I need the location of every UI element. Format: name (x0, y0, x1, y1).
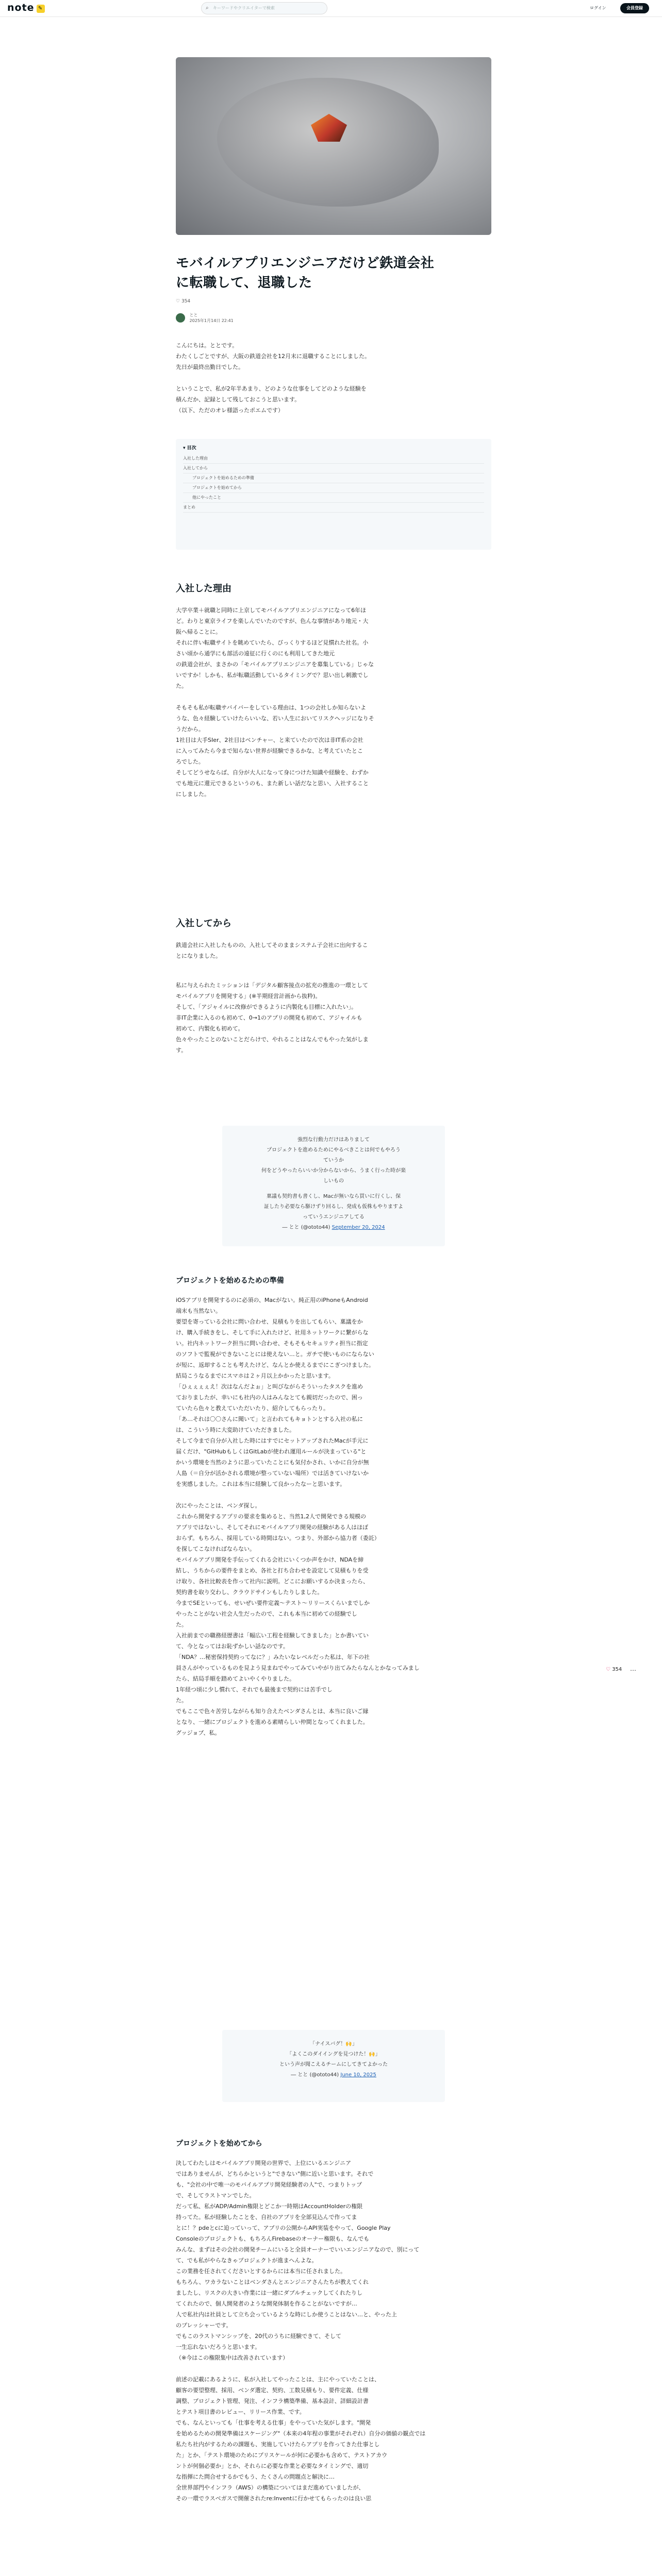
quote-author: ― とと (@ototo44) (291, 2072, 339, 2078)
more-options-icon[interactable]: ⋯ (630, 1667, 636, 1674)
pouch-shape (217, 78, 439, 207)
toc-heading[interactable]: ▾ 目次 (183, 446, 196, 451)
login-button[interactable]: ログイン (590, 6, 606, 10)
search-input[interactable]: ⌕ キーワードやクリエイターで検索 (201, 2, 327, 14)
quote-date-link[interactable]: September 20, 2024 (332, 1225, 385, 1230)
intro-line: 積んだか、記録として残しておこうと思います。 (176, 396, 301, 403)
section-preparation: プロジェクトを始めるための準備 iOSアプリを開発するのに必須の、Macがない。純正用のiPhoneもAndroid 端末も当然ない。 要望を寄っている会社に問い合わせ、見積もりを出してもらい、稟議をか け、購入手続きをし、そして手に入れたけど、社用ネットワークに繋がらな い。社内ネットワーク担当に問い合わせ、そもそもセキュリティ担当に指定 のソフトで監視ができないことには使えない…と。ガチで使いものにならない が短に、返却することも考えたけど、なんとか使えるまでにこぎつけました。 結局こうなるまでにスマホは２ヶ月以上かかったと思います。 「ひぇぇぇぇえ！次はなんだよぉ」と叫びながらそういったタスクを進め ておりましたが、幸いにも社内の人はみんなとても親切だったので、困っ ていたら色々と教えていただいたり、紹介してもらったり。 「あ…それは〇〇さんに聞いて」と言われてもキョトンとする入社の私に は、こういう時に大変助けていただきました。 そして今まで自分が入社した時にはすでにセットアップされたMacが手元に 届くだけ、"GitHubもしくはGitLabが使われ運用ルールが決まっている"と かいう環境を当然のように思っていたことにも気付かされ、いかに自分が無 人島（＝自分が活かされる環境が整っていない場所）では活きていけないか を実感しました。これは本当に経験して良かったなーと思います。 次にやったことは、ベンダ探し。 これから開発するアプリの要求を集めると、当然1,2人で開発できる規模の アプリではないし、そしてそれにモバイルアプリ開発の経験がある人はほぼ おらず。もちろん、採用している時間はない。つまり、外部から協力者（委託） を探してこなければならない。 モバイルアプリ開発を手伝ってくれる会社にいくつか声をかけ、NDAを締 結し、うちからの要件をまとめ、各社と打ち合わせを設定して見積もりを受 け取り、各社比較表を作って社内に説明。どこにお願いするか決まったら、 契約書を取り交わし、クラウドサインもしたりしました。 今までSEといっても、せいぜい要件定義〜テスト〜リリースくらいまでしか やったことがない社会人生だったので、これも本当に初めての経験でし た。 入社前までの職務経歴書は「幅広い工程を経験してきました」とか書いてい て、今となってはお恥ずかしい話なのです。 「NDA？…秘密保持契約ってなに？」みたいなレベルだった私は、年下の社 員さんがやっているものを見よう見まねでやってみていやがり出てみたらなんとかなってみまし たら、結局手順を踏めてよいやくやりました。 1年経つ頃に少し慣れて、それでも最後まで契約には苦手でし た。 でもここで色々苦労しながらも知り合えたベンダさんとは、本当に良いご縁 となり、一緒にプロジェクトを進める素晴らしい仲間となってくれました。 グッジョブ、私。 (176, 1275, 491, 1738)
section-heading: 入社してから (176, 918, 231, 929)
author-name[interactable]: とと (189, 313, 198, 317)
embedded-post[interactable]: 強烈な行動力だけはありまして プロジェクトを進めるためにやるべきことは何でもやろう ていうか 何をどうやったらいいか分からないから、うまく行った時が楽 しいもの 稟議も契約書も書くし、Macが無いなら買いに行くし、保 証したり必要なら駆けずり回るし、発成も仮株もやりますよ っていうエンジニアしてる ― とと (@ototo44) September 20, 2024 (222, 1126, 445, 1246)
toc-item[interactable]: 入社してから (183, 464, 484, 473)
section-heading: プロジェクトを始めてから (176, 2140, 262, 2148)
section-heading: プロジェクトを始めるための準備 (176, 1277, 284, 1285)
intro-line: こんにちは。ととです。 (176, 342, 238, 349)
title-line-1: モバイルアプリエンジニアだけど鉄道会社 (176, 256, 435, 271)
section-project-start: プロジェクトを始めてから 決してわたしはモバイルアプリ開発の世界で、上位にいるエンジニア ではありませんが、どちらかというと"できない"側に近いと思います。それで も、"会社の中で唯一のモバイルアプリ開発経験者の人"で、つまりトップ で、そしてラストマンでした。 だって私、私がADP/Admin権限とどこか一時期はAccountHolderの権限 持ってた。私が経験したことを、自社のアプリを全部見込んで作ってま とに！？pdeとcに迫っていって、アプリの公開からAPI実装をやって、Google Play Consoleのプロジェクトも、もちろんFirebaseのオーナー権限も、なんでも みんな、まずはその会社の開発チームにいると全員オーナーでいいエンジニアなので、別にって て、でも私がやらなきゃプロジェクトが進まへんよな。 この業務を任されてくださいとするからには本当に任されました。 もちろん、ワカラないことはベンダさんとエンジニアさんたちが教えてくれ ましたし、リスクの大きい作業には一緒にダブルチェックしてくれたりし てくれたので、個人開発者のような開発体制を作ることがないですが… 人で私社内は社員として立ち会っているような時にしか使うことはない…と、やった上 のプレッシャーです。 でもこのラストマンシップを、20代のうちに経験できて、そして 一生忘れないだろうと思います。 （※今はこの権限集中は改善されています） 前述の記載にあるように、私が入社してやったことは、主にやっていたことは、 顧客の要望整理、採用、ベンダ選定、契約、工数見積もり、要件定義、仕様 調整、プロジェクト管理、発注、インフラ構築準備、基本設計、詳細設計書 とテスト項目書のレビュー、リリース作業、です。 でも、なんといっても「仕事を考える仕事」をやっていた気がします。"開発 を始めるための開発準備はスケージング"（本来の4年程の事業がそれぞれ）自分の価値の観点では 私たち社内がするための課題も、実施していけたらアプリを作ってきた仕事とし た」とか、「テスト環境のためにプリスケールが何に必要かも含めて、テストアカウ ントが何個必要か」とか、それらに必要な作業と必要なタイミングで、適切 な指揮にた問合せするかでもう、たくさんの問題点と解決に… 全世界部門やインフラ（AWS）の構築についてはまだ進めていましたが、 その一環でラスベガスで開催されたre:Inventに行かせてもらったのは良い思 (176, 2138, 491, 2504)
intro-block (176, 340, 491, 416)
heart-icon: ♡ (606, 1667, 610, 1672)
s1-para: 大学卒業＋就職と同時に上京してモバイルアプリエンジニアになって6年ほ ど。わりと東京ライフを楽しんでいたのですが、色んな事情があり地元・大 阪へ帰ることに。 それに伴い転職サイトを眺めていたら、びっくりするほど見慣れた社名。小 さい頃から通学にも部活の遠征に行くのにも利用してきた地元 の鉄道会社が、まさかの「モバイルアプリエンジニアを募集している」じゃな いですか！しかも、私が転職活動しているタイミングで？思い出し刺激でし た。 (176, 607, 374, 689)
hero-image (176, 57, 491, 235)
title-line-2: に転職して、退職した (176, 275, 312, 291)
toc-item[interactable]: プロジェクトを始めるための準備 (183, 473, 484, 483)
intro-line: 先日が最終出勤日でした。 (176, 364, 244, 370)
section-after-join: 入社してから 鉄道会社に入社したものの、入社してそのままシステム子会社に出向するこ とになりました。 私に与えられたミッションは「デジタル顧客接点の拡充の推進の一環として モバイルアプリを開発する」(※半期経営計画から抜粋)。 そして、「アジャイルに改修ができるように内製化も目標に入れたい」。 非IT企業に入るのも初めて、0→1のアプリの開発も初めて、アジャイルも 初めて、内製化も初めて。 色々やったことのないことだらけで、やれることはなんでもやった気がしま す。 (176, 917, 491, 1056)
note-logo[interactable]: note ✎ (7, 2, 45, 13)
intro-line: ということで、私が2年半あまり、どのような仕事をしてどのような経験を (176, 385, 367, 392)
search-icon: ⌕ (206, 5, 209, 11)
post-date: 2025年1月14日 22:41 (189, 318, 234, 323)
quote-date-link[interactable]: June 10, 2025 (340, 2072, 376, 2078)
author-row (176, 312, 491, 324)
toc-item[interactable]: まとめ (183, 503, 484, 513)
table-of-contents (176, 439, 491, 550)
toc-item[interactable]: 入社した理由 (183, 454, 484, 464)
toc-item[interactable]: プロジェクトを始めてから (183, 483, 484, 493)
logo-badge-icon: ✎ (37, 5, 45, 13)
avatar[interactable] (176, 313, 185, 323)
like-row (176, 299, 491, 304)
top-header (0, 0, 662, 17)
quote-author: ― とと (@ototo44) (282, 1225, 330, 1230)
embedded-post[interactable]: 「ナイスバグ！🙌」 「よくこのダイイングを見つけた！🙌」 という声が聞こえるチームにしてきてよかった ― とと (@ototo44) June 10, 2025 (222, 2030, 445, 2102)
article-title (176, 253, 491, 293)
section-heading: 入社した理由 (176, 583, 231, 594)
like-count: 354 (181, 299, 191, 304)
floating-like-button[interactable]: ♡ 354 (606, 1667, 622, 1672)
toc-item[interactable]: 他にやったこと (183, 493, 484, 503)
section-reason (176, 582, 491, 800)
intro-line: （以下、ただのオレ様語ったポエムです） (176, 407, 284, 414)
signup-button[interactable]: 会員登録 (620, 3, 649, 13)
s1-para-2: そもそも私が転職サバイバーをしている理由は、1つの会社しか知らないよ うな、色々経験していけたらいいな、若い人生においてリスクヘッジになりそ うだから。 1社目は大手SIer、2社目はベンチャー、と来ていたので次は非IT系の会社 に入ってみたら今まで知らない世界が経験できるかな、と考えていたとこ ろでした。 そしてどうせならば、自分が大人になって身につけた知識や経験を、わずか でも地元に還元できるというのも、また新しい話だなと思い、入社すること にしました。 (176, 704, 374, 798)
intro-line: わたくしごとですが、大阪の鉄道会社を12月末に退職することにしました。 (176, 353, 370, 360)
heart-icon[interactable]: ♡ (176, 299, 180, 304)
